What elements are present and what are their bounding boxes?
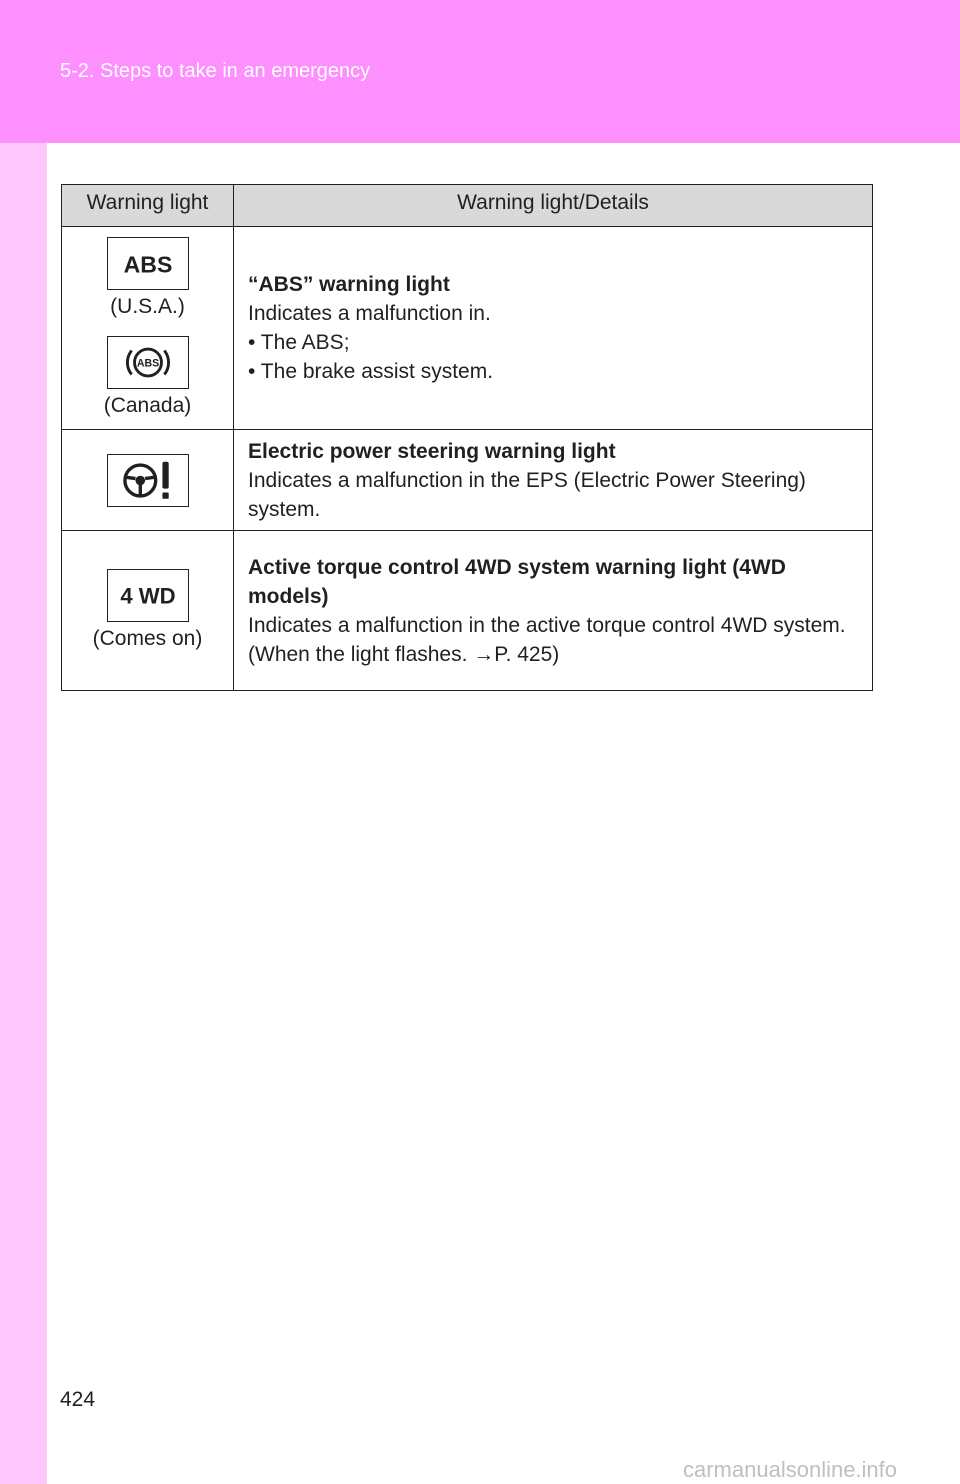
warning-title: Electric power steering warning light (248, 439, 616, 463)
icon-caption: (U.S.A.) (110, 295, 185, 318)
column-header-warning-light: Warning light (62, 185, 234, 227)
warning-title: Active torque control 4WD system warning light (4WD models) (248, 555, 786, 608)
section-title: 5-2. Steps to take in an emergency (60, 60, 371, 82)
detail-line: (When the light flashes. →P. 425) (248, 642, 560, 666)
detail-cell (234, 531, 873, 691)
icon-caption: (Canada) (103, 394, 192, 417)
steering-wheel-exclamation-icon (107, 454, 189, 507)
page-number: 424 (60, 1388, 96, 1411)
4wd-icon (107, 569, 189, 622)
page-header (0, 0, 960, 143)
abs-text-icon (107, 237, 189, 290)
abs-small-icon-text: ABS (136, 357, 159, 370)
warning-lights-table (61, 184, 873, 691)
icon-cell (62, 430, 234, 531)
table-row (62, 531, 873, 691)
4wd-icon-text: 4 WD (119, 583, 176, 609)
detail-line: Indicates a malfunction in. (248, 302, 491, 325)
watermark: carmanualsonline.info (683, 1457, 898, 1482)
detail-line: Indicates a malfunction in the EPS (Electric Power Steering) system. (248, 468, 806, 521)
detail-cell (234, 227, 873, 430)
icon-caption: (Comes on) (92, 627, 203, 650)
abs-circle-icon (107, 336, 189, 389)
detail-line: • The ABS; (248, 331, 350, 354)
table-row (62, 430, 873, 531)
table-row (62, 227, 873, 430)
detail-line: Indicates a malfunction in the active torque control 4WD system. (248, 613, 846, 637)
detail-cell (234, 430, 873, 531)
icon-cell (62, 227, 234, 430)
table-header-row (62, 185, 873, 227)
detail-line: • The brake assist system. (248, 360, 494, 383)
abs-icon-text: ABS (123, 251, 172, 278)
column-header-details: Warning light/Details (234, 185, 873, 227)
icon-cell (62, 531, 234, 691)
warning-title: “ABS” warning light (248, 273, 450, 296)
